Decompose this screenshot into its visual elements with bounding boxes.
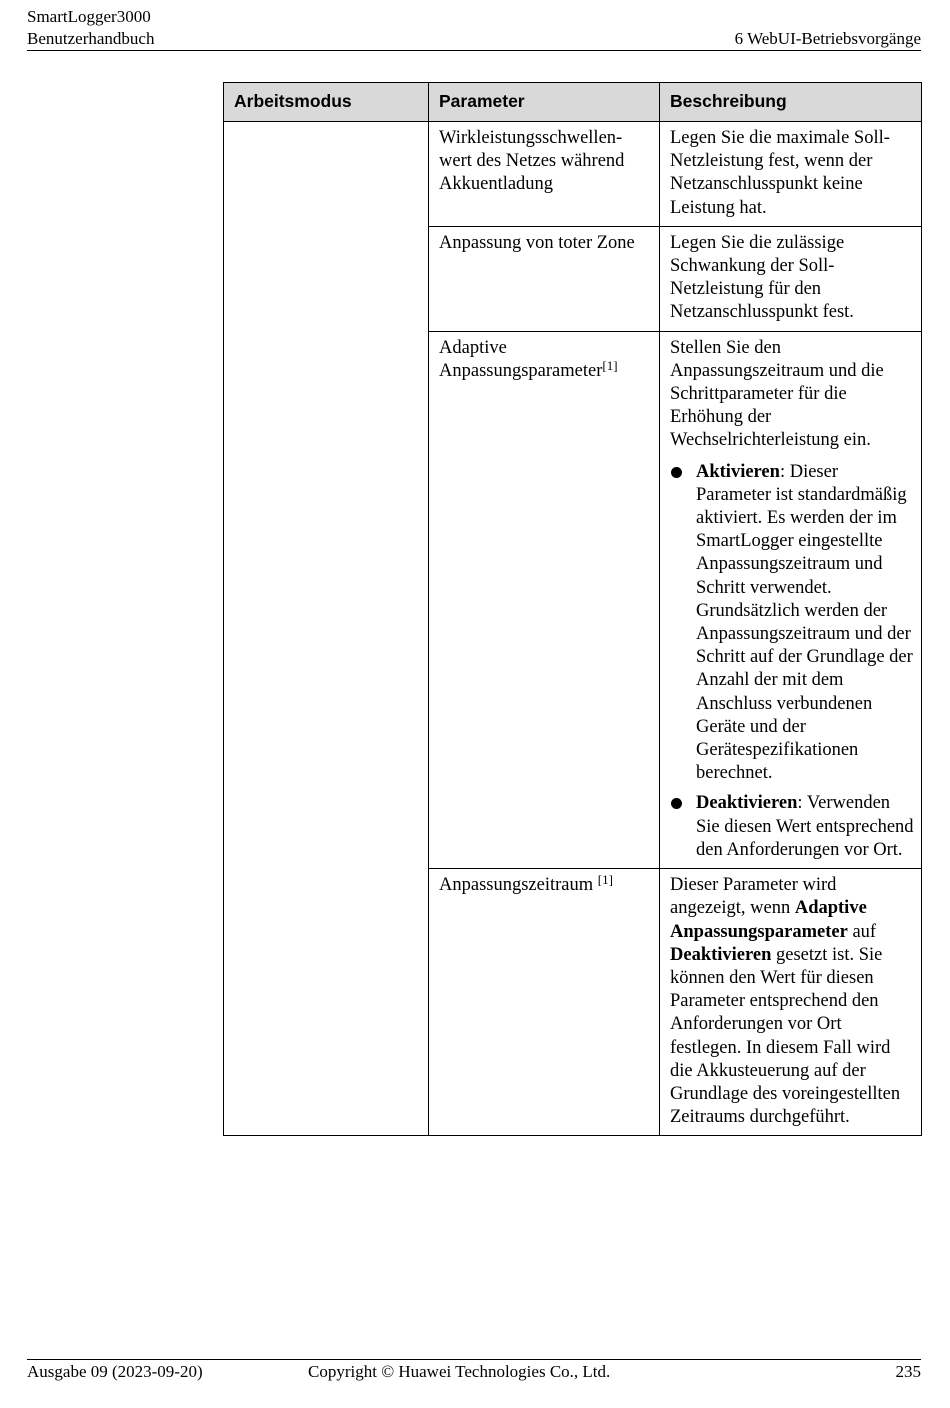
option-text: : Verwenden Sie diesen Wert entsprechend den Anforderungen vor Ort. [696,793,914,860]
option-text: : Dieser Parameter ist standardmäßig aktiviert. Es werden der im SmartLogger eingestellte Anpassungszeitraum und Schritt verwendet. Grundsätzlich werden der Anpassungszeitraum und der Schritt auf der Grundlage der Anzahl der mit dem Anschluss verbundenen Geräte und der Gerätespezifikationen berechnet. [696,461,913,784]
parameter-table [223,82,922,1136]
parameter-cell [429,869,660,1136]
description-cell: Legen Sie die maximale Soll-Netzleistung fest, wenn der Netzanschlusspunkt keine Leistung hat. [660,122,922,227]
list-item [670,792,915,862]
manual-title: Benutzerhandbuch [27,29,155,48]
description-text: Stellen Sie den Anpassungszeitraum und die Schrittparameter für die Erhöhung der Wechselrichterleistung ein. [670,337,884,451]
footnote-marker: [1] [602,357,618,373]
parameter-name: Adaptive Anpassungsparameter [439,337,603,381]
option-term: Aktivieren [696,461,780,482]
column-header-beschreibung: Beschreibung [660,83,922,122]
option-list [670,461,915,862]
parameter-cell [429,331,660,868]
description-text: Dieser Parameter wird angezeigt, wenn [670,875,837,919]
chapter-title: 6 WebUI-Betriebsvorgänge [734,29,921,48]
emphasis-text: Deaktivieren [670,944,772,965]
emphasis-text: Adaptive Anpassungsparameter [670,898,867,942]
description-cell [660,869,922,1136]
column-header-parameter: Parameter [429,83,660,122]
arbeitsmodus-cell [224,122,429,1136]
parameter-name: Anpassungszeitraum [439,875,598,896]
bullet-icon [671,467,682,478]
parameter-cell: Anpassung von toter Zone [429,226,660,331]
table-row [224,122,922,227]
description-text: gesetzt ist. Sie können den Wert für diesen Parameter entsprechend den Anforderungen vor Ort festlegen. In diesem Fall wird die Akkusteuerung auf der Grundlage des voreingestellten Zeitraums durchgeführt. [670,944,901,1128]
option-term: Deaktivieren [696,793,798,814]
footnote-marker: [1] [597,872,613,888]
page-number: 235 [895,1362,921,1381]
description-cell [660,331,922,868]
table-header-row [224,83,922,122]
list-item [670,461,915,786]
product-name: SmartLogger3000 [27,7,151,26]
copyright-notice: Copyright © Huawei Technologies Co., Ltd. [308,1362,611,1381]
running-header-left [27,6,154,50]
edition-info: Ausgabe 09 (2023-09-20) [27,1362,203,1381]
description-text: auf [847,921,877,942]
parameter-cell: Wirkleistungsschwellen-wert des Netzes während Akkuentladung [429,122,660,227]
column-header-arbeitsmodus: Arbeitsmodus [224,83,429,122]
header-rule [27,50,921,51]
footer-rule [27,1359,921,1360]
bullet-icon [671,798,682,809]
description-cell: Legen Sie die zulässige Schwankung der Soll-Netzleistung für den Netzanschlusspunkt fest. [660,226,922,331]
